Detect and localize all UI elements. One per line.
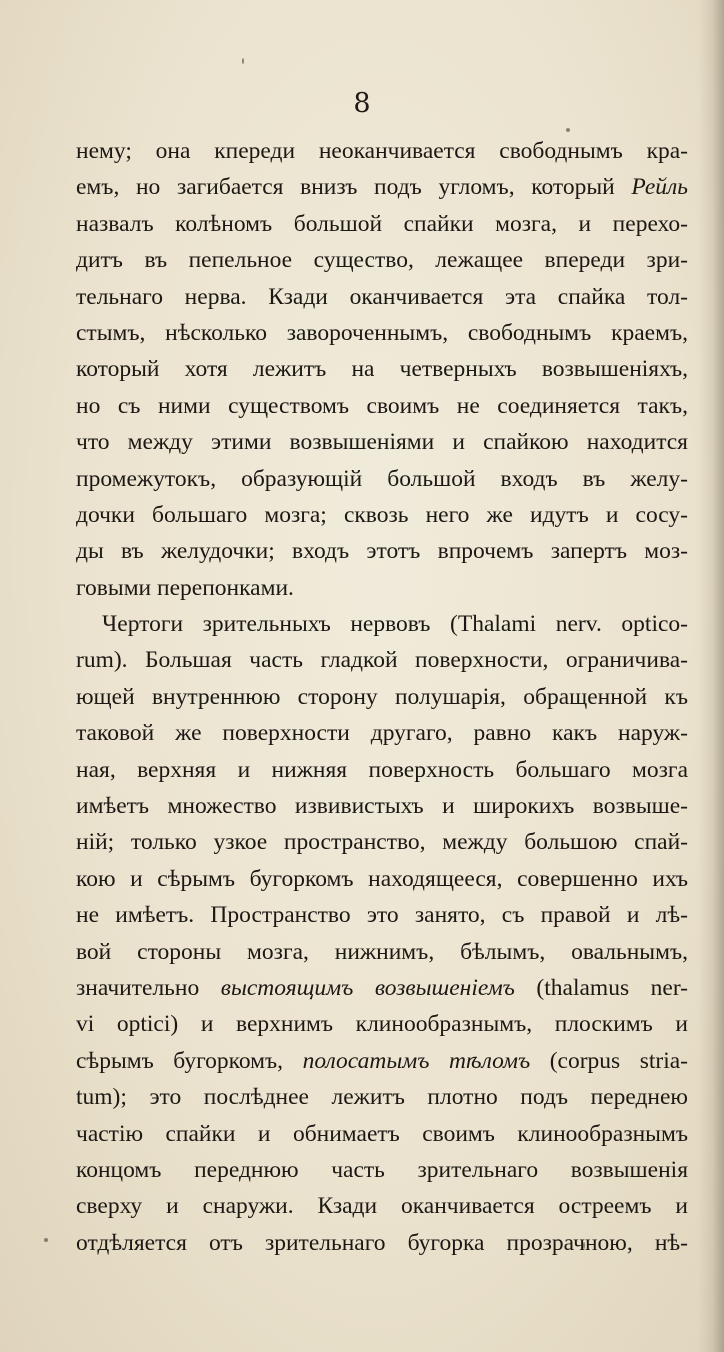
- body-text: [76, 133, 688, 1261]
- italic-term: выстоящимъ возвышеніемъ: [220, 974, 515, 1001]
- italic-term: полосатымъ тѣломъ: [302, 1047, 531, 1074]
- text-line: не имѣетъ. Пространство это занято, съ правой и лѣ-: [76, 902, 688, 929]
- text-line: ды въ желудочки; входъ этотъ впрочемъ запертъ моз-: [76, 538, 688, 565]
- italic-name: Рейль: [631, 174, 688, 201]
- paper-speck: [566, 128, 570, 132]
- text-line: тельнаго нерва. Кзади оканчивается эта спайка тол-: [76, 283, 688, 310]
- text-line: ная, верхняя и нижняя поверхность большаго мозга: [76, 756, 688, 783]
- text-line: отдѣляется отъ зрительнаго бугорка прозрачною, нѣ-: [76, 1229, 688, 1256]
- text-line: tum); это послѣднее лежитъ плотно подъ переднею: [76, 1084, 688, 1111]
- text-line: нему; она кпереди неоканчивается свободнымъ кра-: [76, 138, 688, 164]
- text-line: таковой же поверхности другаго, равно какъ наруж-: [76, 720, 688, 747]
- paper-speck: [44, 1238, 48, 1242]
- text-line: емъ, но загибается внизъ подъ угломъ, который Рейль: [76, 174, 688, 201]
- paper-speck: [242, 58, 244, 64]
- text-line: назвалъ колѣномъ большой спайки мозга, и перехо-: [76, 210, 688, 237]
- text-line: частію спайки и обнимаетъ своимъ клинообразнымъ: [76, 1120, 688, 1147]
- text-line: ющей внутреннюю сторону полушарія, обращенной къ: [76, 683, 688, 710]
- page-number: 8: [353, 88, 371, 119]
- text-line: стымъ, нѣсколько завороченнымъ, свободнымъ краемъ,: [76, 319, 688, 346]
- text-line: ній; только узкое пространство, между большою спай-: [76, 829, 688, 856]
- text-line: имѣетъ множество извивистыхъ и широкихъ возвыше-: [76, 793, 688, 820]
- paragraph: [76, 133, 688, 606]
- text-line: rum). Большая часть гладкой поверхности, ограничива-: [76, 647, 688, 674]
- text-line: значительно выстоящимъ возвышеніемъ (thalamus ner-: [76, 974, 688, 1001]
- text-line: vi optici) и верхнимъ клинообразнымъ, плоскимъ и: [76, 1011, 688, 1038]
- text-line: который хотя лежитъ на четверныхъ возвышеніяхъ,: [76, 356, 688, 383]
- text-line: сѣрымъ бугоркомъ, полосатымъ тѣломъ (corpus stria-: [76, 1047, 688, 1074]
- text-line: концомъ переднюю часть зрительнаго возвышенія: [76, 1156, 688, 1183]
- paragraph: [76, 606, 688, 1261]
- text-line: кою и сѣрымъ бугоркомъ находящееся, совершенно ихъ: [76, 865, 688, 892]
- text-line: сверху и снаружи. Кзади оканчивается остреемъ и: [76, 1193, 688, 1220]
- text-line: промежутокъ, образующій большой входъ въ желу-: [76, 465, 688, 492]
- text-line: дочки большаго мозга; сквозь него же идутъ и сосу-: [76, 501, 688, 528]
- text-line: вой стороны мозга, нижнимъ, бѣлымъ, овальнымъ,: [76, 938, 688, 965]
- text-line: что между этими возвышеніями и спайкою находится: [76, 429, 688, 456]
- text-line: дитъ въ пепельное существо, лежащее впереди зри-: [76, 247, 688, 274]
- text-line: Чертоги зрительныхъ нервовъ (Thalami nerv. optico-: [102, 611, 688, 638]
- text-line: но съ ними существомъ своимъ не соединяется такъ,: [76, 392, 688, 419]
- text-line: говыми перепонками.: [76, 574, 294, 601]
- page-edge-shadow: [698, 0, 724, 1352]
